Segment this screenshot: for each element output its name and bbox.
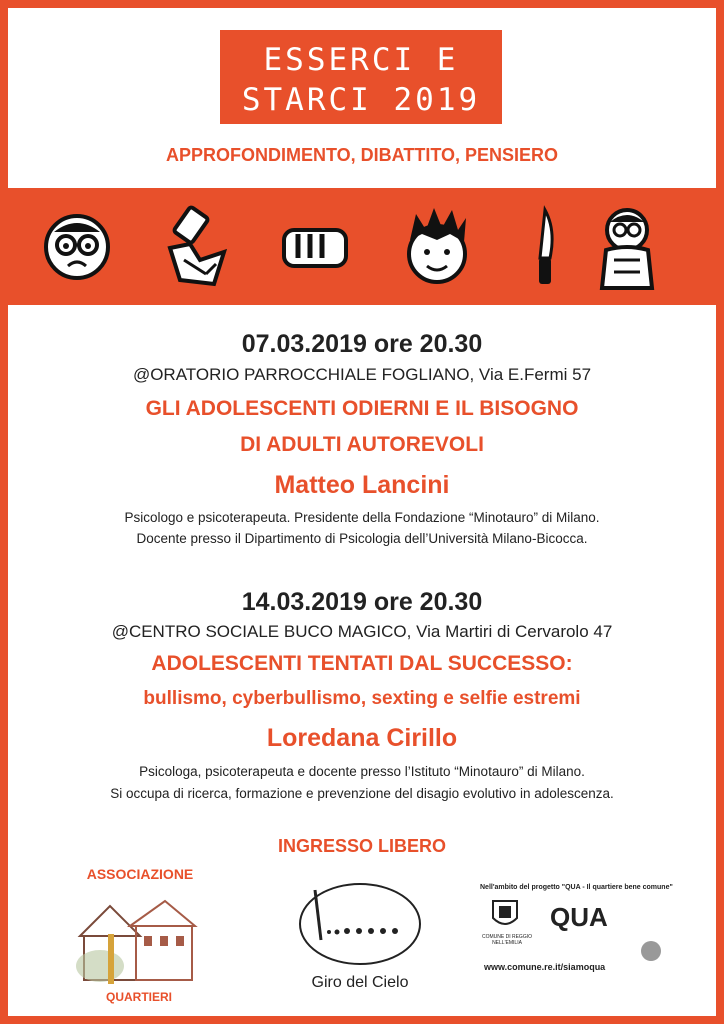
title-line-1: ESSERCI E (263, 42, 459, 78)
giro-del-cielo-logo (285, 880, 435, 1000)
event2-bio-line2: Si occupa di ricerca, formazione e prevenzione del disagio evolutivo in adolescenza. (110, 786, 614, 801)
event1-venue: @ORATORIO PARROCCHIALE FOGLIANO, Via E.Fermi 57 (132, 365, 592, 384)
event2-venue: @CENTRO SOCIALE BUCO MAGICO, Via Martiri di Cervarolo 47 (111, 622, 613, 641)
associazione-quartieri-logo (60, 866, 230, 1006)
fist-icon (278, 200, 352, 294)
logo1-bottom-text: QUARTIERI (106, 990, 172, 1004)
event2-date: 14.03.2019 ore 20.30 (241, 588, 483, 616)
comune-crest-icon (490, 898, 520, 932)
logo1-top-text: ASSOCIAZIONE (86, 866, 194, 882)
event1-title-line2: DI ADULTI AUTOREVOLI (240, 433, 484, 456)
event1-title-line1: GLI ADOLESCENTI ODIERNI E IL BISOGNO (145, 397, 579, 420)
event2-title-line2: bullismo, cyberbullismo, sexting e selfie estremi (143, 688, 581, 709)
event1-date: 07.03.2019 ore 20.30 (241, 330, 483, 358)
knife-icon (508, 200, 582, 294)
logo3-url: www.comune.re.it/siamoqua (484, 962, 606, 972)
title-box (220, 30, 502, 124)
logo3-qua: QUA (550, 902, 608, 932)
subtitle: APPROFONDIMENTO, DIBATTITO, PENSIERO (165, 145, 559, 165)
grey-dot-icon (640, 940, 662, 962)
event2-bio-line1: Psicologa, psicoterapeuta e docente presso l’Istituto “Minotauro” di Milano. (139, 764, 585, 779)
event1-speaker: Matteo Lancini (274, 471, 450, 499)
event1-bio-line1: Psicologo e psicoterapeuta. Presidente della Fondazione “Minotauro” di Milano. (124, 510, 600, 525)
logo3-header: Nell'ambito del progetto "QUA - Il quartiere bene comune" (480, 884, 673, 891)
spiky-hair-face-icon (400, 200, 474, 294)
crouching-figure-icon (590, 200, 664, 294)
logo3-comune: COMUNE DI REGGIO NELL'EMILIA (481, 934, 532, 946)
glasses-face-icon (40, 200, 114, 294)
circle-dots-icon (285, 880, 435, 968)
free-entry: INGRESSO LIBERO (277, 836, 447, 856)
qua-comune-logo (480, 884, 673, 984)
broken-phone-icon (160, 200, 234, 294)
houses-illustration-icon (70, 886, 220, 986)
event1-bio-line2: Docente presso il Dipartimento di Psicologia dell’Università Milano-Bicocca. (136, 531, 588, 546)
event2-title-line1: ADOLESCENTI TENTATI DAL SUCCESSO: (151, 652, 573, 675)
logo2-name: Giro del Cielo (311, 974, 409, 991)
event2-speaker: Loredana Cirillo (266, 724, 458, 752)
title-line-2: STARCI 2019 (241, 82, 481, 118)
